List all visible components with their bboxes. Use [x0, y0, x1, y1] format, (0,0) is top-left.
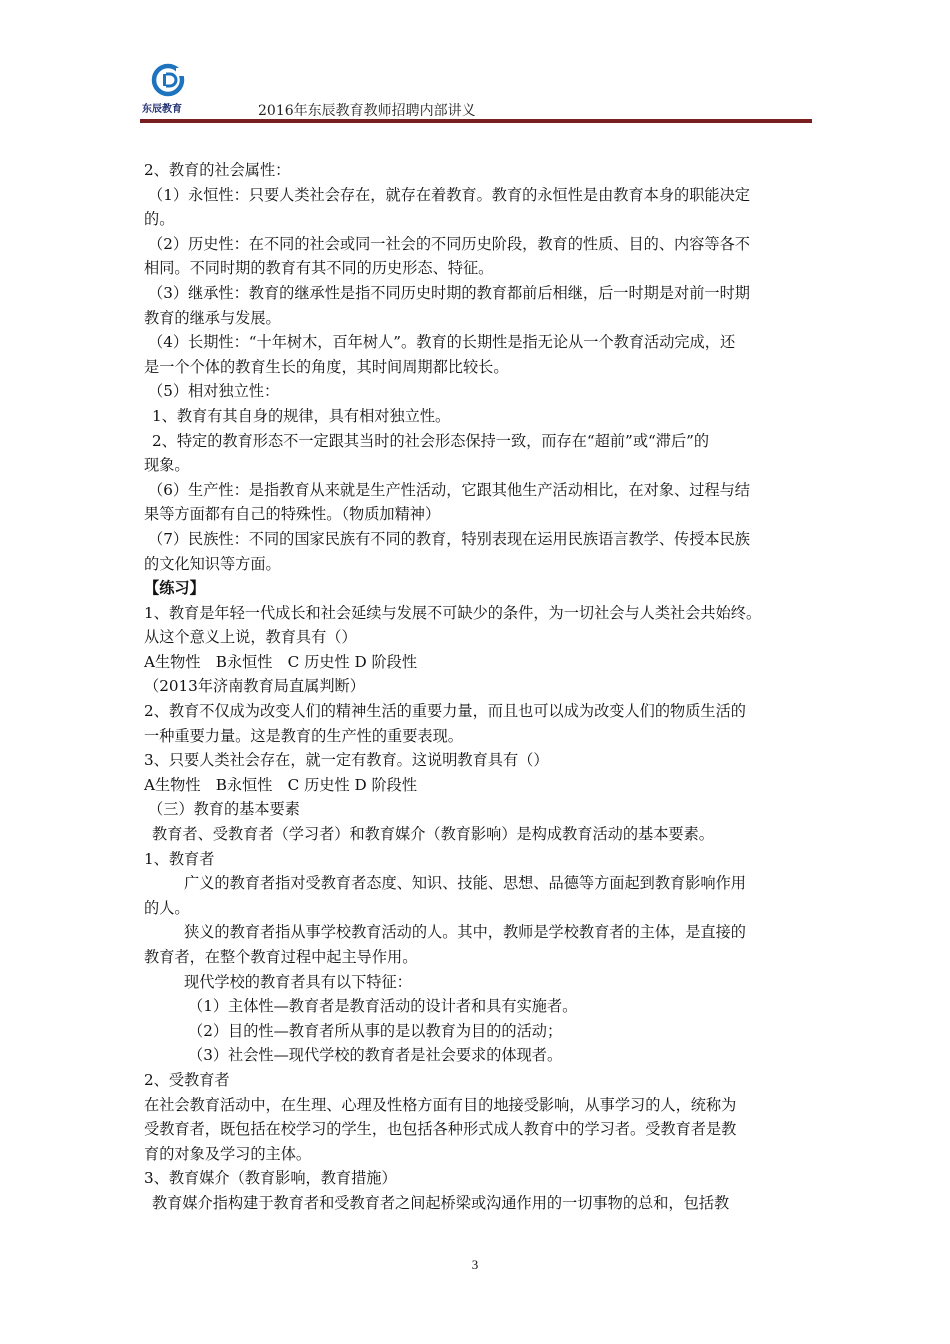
header-rule: [140, 119, 812, 123]
question-line: 1、教育是年轻一代成长和社会延续与发展不可缺少的条件，为一切社会与人类社会共始终。: [144, 603, 762, 622]
text-line: （3）社会性—现代学校的教育者是社会要求的体现者。: [188, 1046, 563, 1065]
text-line: 果等方面都有自己的特殊性。（物质加精神）: [144, 505, 441, 524]
text-line: （6）生产性：是指教育从来就是生产性活动，它跟其他生产活动相比，在对象、过程与结: [148, 480, 750, 499]
text-line: 2、特定的教育形态不一定跟其当时的社会形态保持一致，而存在“超前”或“滞后”的: [152, 431, 710, 450]
text-line: 的人。: [144, 898, 190, 917]
text-line: 现代学校的教育者具有以下特征：: [184, 972, 412, 991]
text-line: 广义的教育者指对受教育者态度、知识、技能、思想、品德等方面起到教育影响作用: [184, 874, 746, 893]
question-line: 2、教育不仅成为改变人们的精神生活的重要力量，而且也可以成为改变人们的物质生活的: [144, 702, 746, 721]
text-line: 受教育者，既包括在校学习的学生，也包括各种形式成人教育中的学习者。受教育者是教: [144, 1120, 737, 1139]
text-line: 1、教育有其自身的规律，具有相对独立性。: [152, 406, 451, 425]
text-line: （1）主体性—教育者是教育活动的设计者和具有实施者。: [188, 997, 578, 1016]
document-body: [144, 158, 814, 1216]
question-line: 3、只要人类社会存在，就一定有教育。这说明教育具有（）: [144, 751, 549, 770]
section-heading: 2、教育的社会属性：: [144, 161, 291, 179]
text-line: 的文化知识等方面。: [144, 554, 281, 573]
subsection-heading: 2、受教育者: [144, 1070, 230, 1089]
subsection-heading: 3、教育媒介（教育影响，教育措施）: [144, 1169, 397, 1188]
answer-options: A生物性 B永恒性 C 历史性 D 阶段性: [144, 652, 418, 671]
section-heading: （三）教育的基本要素: [148, 800, 300, 819]
text-line: 狭义的教育者指从事学校教育活动的人。其中，教师是学校教育者的主体，是直接的: [184, 923, 746, 942]
exercise-heading: 【练习】: [144, 579, 205, 598]
text-line: （5）相对独立性：: [148, 382, 280, 401]
answer-options: A生物性 B永恒性 C 历史性 D 阶段性: [144, 775, 418, 794]
text-line: 教育者，在整个教育过程中起主导作用。: [144, 948, 418, 966]
text-line: 在社会教育活动中，在生理、心理及性格方面有目的地接受影响，从事学习的人，统称为: [144, 1095, 737, 1114]
subsection-heading: 1、教育者: [144, 849, 215, 868]
text-line: 教育者、受教育者（学习者）和教育媒介（教育影响）是构成教育活动的基本要素。: [152, 825, 714, 844]
logo-text: 东辰教育: [142, 104, 182, 115]
question-line: 从这个意义上说，教育具有（）: [144, 628, 357, 647]
text-line: （2）目的性—教育者所从事的是以教育为目的的活动；: [188, 1021, 563, 1040]
dongchen-logo: [140, 62, 200, 118]
source-note: （2013年济南教育局直属判断）: [144, 677, 365, 696]
text-line: 是一个个体的教育生长的角度，其时间周期都比较长。: [144, 357, 509, 376]
page-number: 3: [471, 1257, 479, 1272]
text-line: 教育媒介指构建于教育者和受教育者之间起桥梁或沟通作用的一切事物的总和，包括教: [152, 1193, 730, 1212]
question-line: 一种重要力量。这是教育的生产性的重要表现。: [144, 726, 463, 745]
text-line: 育的对象及学习的主体。: [144, 1144, 312, 1163]
text-line: （2）历史性：在不同的社会或同一社会的不同历史阶段，教育的性质、目的、内容等各不: [148, 234, 750, 253]
logo-mark-icon: [140, 62, 200, 102]
text-line: （3）继承性：教育的继承性是指不同历史时期的教育都前后相继，后一时期是对前一时期: [148, 283, 750, 302]
header-title: 2016年东辰教育教师招聘内部讲义: [258, 103, 476, 119]
text-line: （4）长期性：“十年树木，百年树人”。教育的长期性是指无论从一个教育活动完成，还: [148, 333, 736, 352]
text-line: 相同。不同时期的教育有其不同的历史形态、特征。: [144, 259, 494, 278]
text-line: （1）永恒性：只要人类社会存在，就存在着教育。教育的永恒性是由教育本身的职能决定: [148, 185, 750, 204]
text-line: 的。: [144, 210, 175, 229]
page-header: [140, 62, 812, 122]
text-line: 教育的继承与发展。: [144, 308, 281, 327]
text-line: 现象。: [144, 456, 190, 475]
text-line: （7）民族性：不同的国家民族有不同的教育，特别表现在运用民族语言教学、传授本民族: [148, 529, 750, 548]
